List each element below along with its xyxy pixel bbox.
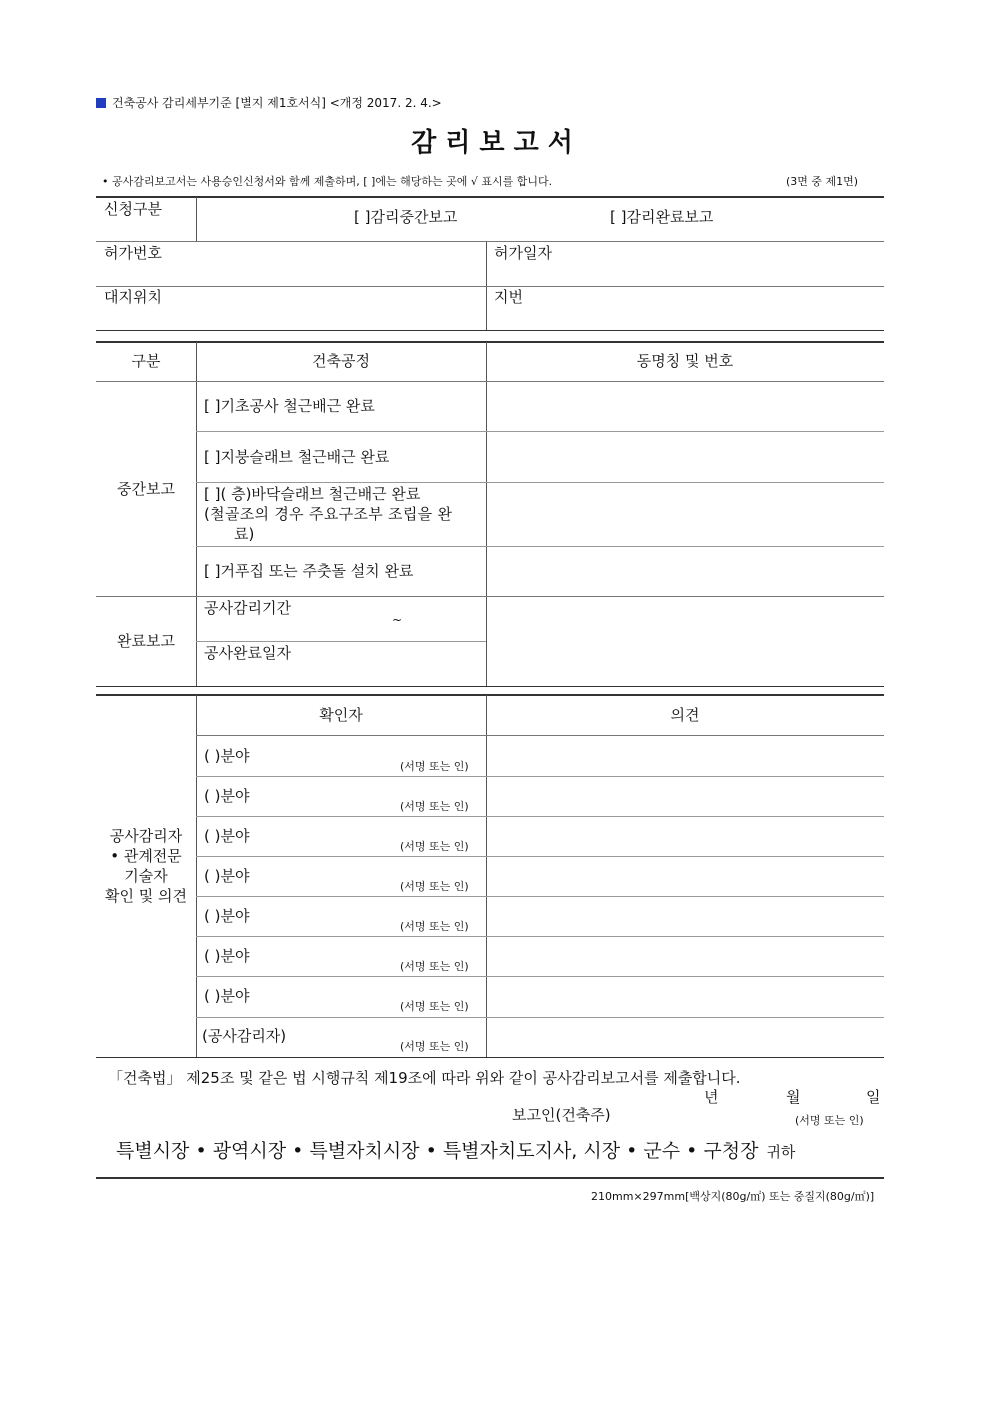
year-label: 년: [704, 1088, 719, 1106]
divider: [486, 342, 487, 686]
section1-bottom-border: [96, 330, 884, 331]
row-line: [196, 976, 884, 977]
field-label: ( )분야: [204, 787, 250, 805]
signature-field[interactable]: (서명 또는 인): [400, 920, 469, 933]
row-line: [96, 381, 884, 382]
final-report-label: 완료보고: [117, 632, 175, 650]
period-tilde: ~: [392, 613, 403, 627]
row-line: [196, 776, 884, 777]
field-label: ( )분야: [204, 827, 250, 845]
side-label-line3: 기술자: [124, 867, 168, 885]
lot-number-label: 지번: [494, 288, 523, 306]
row-line: [196, 816, 884, 817]
reporter-signature-field[interactable]: (서명 또는 인): [795, 1114, 864, 1127]
addressee-text: 특별시장 • 광역시장 • 특별자치시장 • 특별자치도지사, 시장 • 군수 • 구청장: [116, 1140, 759, 1162]
day-label: 일: [866, 1088, 881, 1106]
section2-top-border: [96, 341, 884, 343]
process-header: 건축공정: [312, 352, 370, 370]
application-type-label: 신청구분: [104, 200, 162, 218]
steel-frame-note-line3: 료): [234, 525, 255, 543]
page-info: (3면 중 제1면): [786, 175, 859, 188]
row-line: [196, 641, 486, 642]
site-location-label: 대지위치: [104, 288, 162, 306]
divider: [196, 695, 197, 1057]
month-label: 월: [786, 1088, 801, 1106]
notice-text: • 공사감리보고서는 사용승인신청서와 함께 제출하며, [ ]에는 해당하는 곳에 √ 표시를 합니다.: [102, 175, 553, 188]
divider: [486, 695, 487, 1057]
paper-spec: 210mm×297mm[백상지(80g/㎡) 또는 중질지(80g/㎡)]: [591, 1190, 875, 1203]
supervisor-signature-field[interactable]: (서명 또는 인): [400, 1040, 469, 1053]
page-title: 감 리 보 고 서: [411, 128, 573, 158]
supervision-period-label: 공사감리기간: [204, 599, 291, 617]
section3-top-border: [96, 694, 884, 696]
row-line: [196, 1017, 884, 1018]
supervisor-label: (공사감리자): [202, 1027, 287, 1045]
steel-frame-note-line2: (철골조의 경우 주요구조부 조립을 완: [204, 505, 453, 523]
section1-top-border: [96, 196, 884, 198]
side-label-line4: 확인 및 의견: [105, 887, 187, 905]
field-label: ( )분야: [204, 947, 250, 965]
checkbox-foundation-rebar[interactable]: [ ]기초공사 철근배근 완료: [204, 397, 375, 415]
divider: [196, 197, 197, 241]
building-name-header: 동명칭 및 번호: [636, 352, 734, 370]
permit-date-label: 허가일자: [494, 244, 552, 262]
submission-statement: 「건축법」 제25조 및 같은 법 시행규칙 제19조에 따라 위와 같이 공사감리보고서를 제출합니다.: [108, 1069, 741, 1087]
row-line: [96, 596, 884, 597]
side-label-line1: 공사감리자: [109, 827, 183, 845]
row-line: [196, 546, 884, 547]
field-label: ( )분야: [204, 907, 250, 925]
interim-report-label: 중간보고: [117, 480, 175, 498]
completion-date-label: 공사완료일자: [204, 644, 291, 662]
row-line: [96, 241, 884, 242]
signature-field[interactable]: (서명 또는 인): [400, 960, 469, 973]
reporter-label: 보고인(건축주): [512, 1106, 611, 1124]
row-line: [196, 936, 884, 937]
row-line: [196, 896, 884, 897]
row-line: [196, 856, 884, 857]
checkbox-roof-slab-rebar[interactable]: [ ]지붕슬래브 철근배근 완료: [204, 448, 390, 466]
form-reference: [96, 97, 442, 109]
footer-rule: [96, 1177, 884, 1179]
field-label: ( )분야: [204, 747, 250, 765]
row-line: [196, 735, 884, 736]
signature-field[interactable]: (서명 또는 인): [400, 760, 469, 773]
section2-bottom-border: [96, 686, 884, 687]
row-line: [196, 431, 884, 432]
addressee: [116, 1142, 795, 1161]
field-label: ( )분야: [204, 987, 250, 1005]
field-label: ( )분야: [204, 867, 250, 885]
row-line: [196, 482, 884, 483]
signature-field[interactable]: (서명 또는 인): [400, 840, 469, 853]
checkbox-final-report[interactable]: [ ]감리완료보고: [610, 208, 714, 226]
category-header: 구분: [131, 352, 161, 370]
signature-field[interactable]: (서명 또는 인): [400, 880, 469, 893]
checkbox-interim-report[interactable]: [ ]감리중간보고: [354, 208, 458, 226]
row-line: [96, 286, 884, 287]
signature-field[interactable]: (서명 또는 인): [400, 1000, 469, 1013]
form-reference-text: 건축공사 감리세부기준 [별지 제1호서식] <개정 2017. 2. 4.>: [112, 96, 442, 110]
side-label-line2: • 관계전문: [110, 847, 182, 865]
checkbox-floor-slab-rebar[interactable]: [ ]( 층)바닥슬래브 철근배근 완료: [204, 485, 421, 503]
addressee-suffix: 귀하: [766, 1143, 796, 1161]
divider: [196, 342, 197, 686]
signature-field[interactable]: (서명 또는 인): [400, 800, 469, 813]
checkbox-formwork-installation[interactable]: [ ]거푸집 또는 주춧돌 설치 완료: [204, 562, 414, 580]
opinion-header: 의견: [670, 706, 700, 724]
section3-bottom-border: [96, 1057, 884, 1058]
permit-number-label: 허가번호: [104, 244, 162, 262]
square-bullet-icon: [96, 98, 106, 108]
confirmer-header: 확인자: [319, 706, 363, 724]
